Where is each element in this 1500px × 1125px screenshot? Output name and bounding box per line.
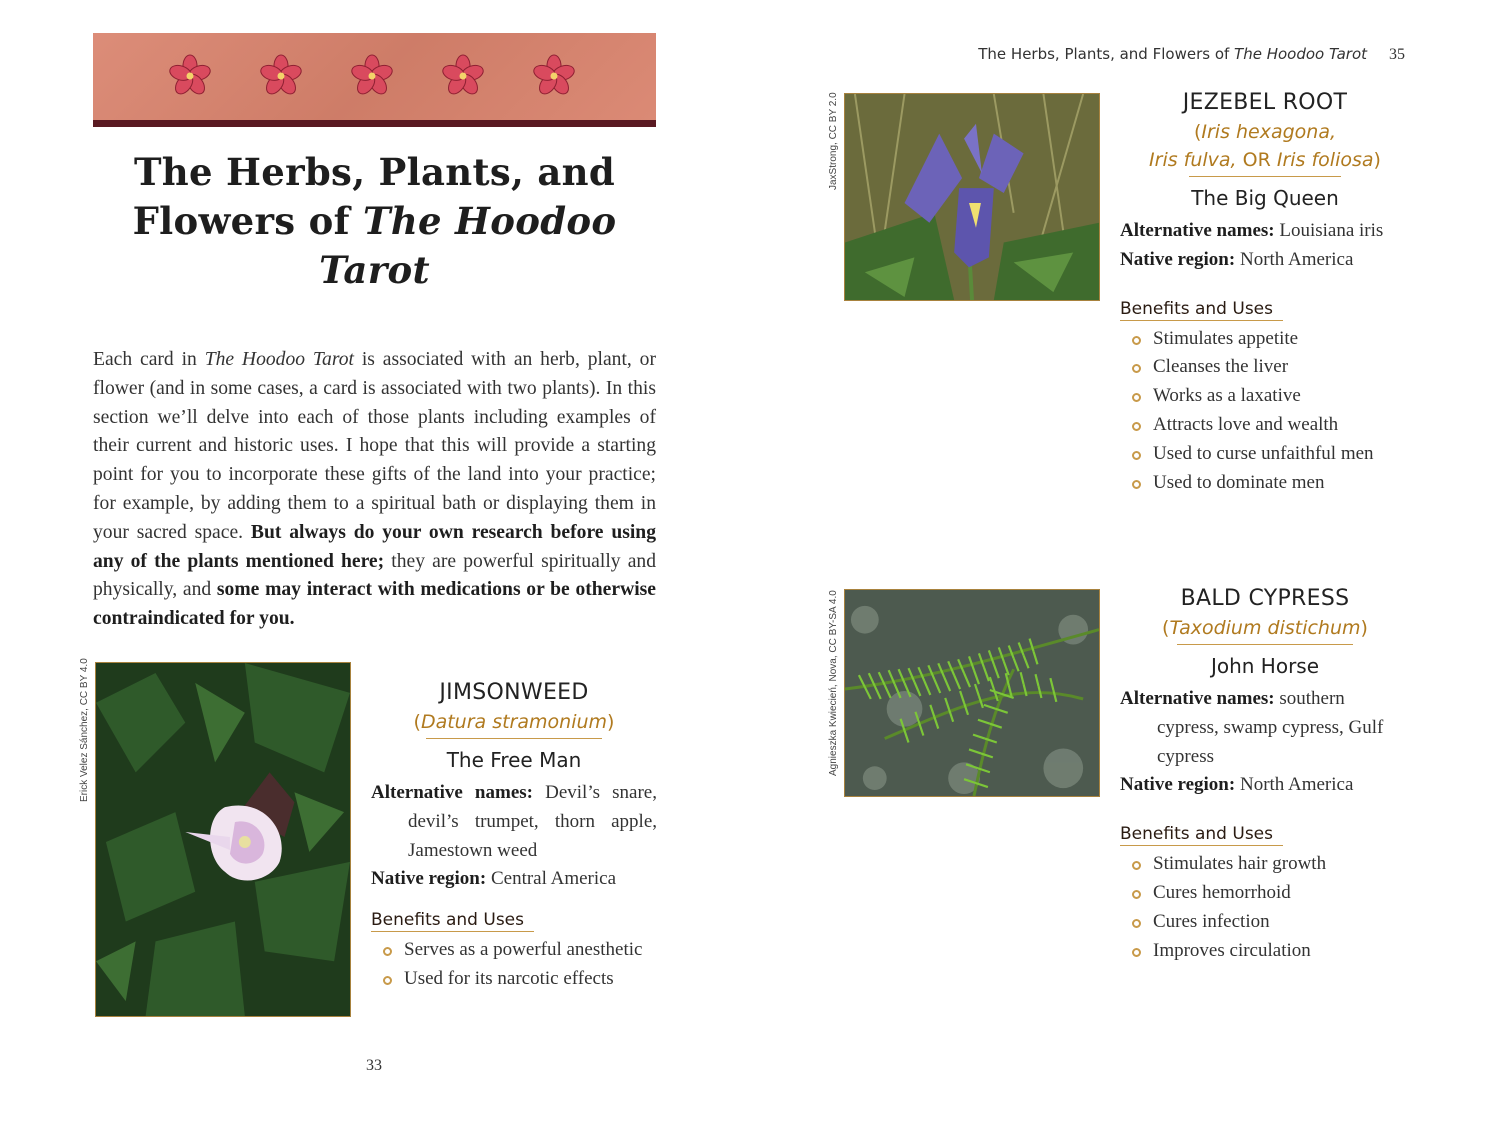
benefits-heading: Benefits and Uses — [1120, 824, 1283, 846]
benefit-text: Cleanses the liver — [1153, 356, 1289, 378]
paren: ) — [1360, 617, 1368, 639]
flower-icon — [167, 51, 213, 101]
list-item — [1120, 325, 1410, 354]
benefits-list — [1120, 325, 1410, 498]
alternative-names — [1120, 685, 1410, 771]
bullet-icon — [383, 947, 392, 956]
intro-book-title: The Hoodoo Tarot — [204, 349, 354, 370]
divider — [1177, 644, 1353, 645]
meta-label: Alternative names: — [371, 782, 533, 803]
latin-text: Iris foliosa — [1276, 149, 1374, 171]
list-item — [1120, 353, 1410, 382]
list-item — [1120, 411, 1410, 440]
photo-credit: JaxStrong, CC BY 2.0 — [828, 92, 839, 190]
jimsonweed-photo — [95, 662, 351, 1017]
plant-name: JIMSONWEED — [439, 680, 589, 705]
intro-warning: But always do your own research before using any of the plants mentioned here; — [93, 521, 656, 572]
bald-cypress-entry — [1120, 584, 1410, 965]
latin-text: Datura stramonium — [420, 711, 608, 733]
latin-text: Taxodium distichum — [1169, 617, 1361, 639]
decorative-banner — [93, 33, 656, 127]
benefits-heading: Benefits and Uses — [371, 910, 534, 932]
benefit-text: Attracts love and wealth — [1153, 413, 1339, 435]
bullet-icon — [1132, 364, 1141, 373]
flower-icon — [258, 51, 304, 101]
plant-name: JEZEBEL ROOT — [1182, 90, 1348, 115]
latin-text: Iris fulva, — [1149, 149, 1237, 171]
meta-label: Native region: — [371, 868, 487, 890]
meta-value: Devil’s snare, devil’s trumpet, thorn apple, Jamestown weed — [408, 782, 657, 861]
list-item — [1120, 879, 1410, 908]
latin-name — [1120, 118, 1410, 146]
photo-credit: Agnieszka Kwiecień, Nova, CC BY-SA 4.0 — [828, 590, 839, 776]
intro-warning: some may interact with medications or be otherwise contraindicated for you. — [93, 579, 656, 630]
latin-name-line2 — [1120, 146, 1410, 174]
intro-text: is associated with an herb, plant, or flower (and in some cases, a card is associated with two plants). In this section we’ll delve into each of those plants including examples of their current and historic uses. I hope that this will provide a starting point for you to incorporate these gifts of the land into your practice; for example, by adding them to a spiritual bath or displaying them in your sacred space. — [93, 349, 656, 543]
native-region — [1120, 246, 1410, 275]
benefits-heading: Benefits and Uses — [1120, 299, 1283, 321]
list-item — [371, 965, 657, 994]
paren: ( — [1162, 617, 1170, 639]
benefit-text: Cures infection — [1153, 910, 1270, 932]
chapter-title — [93, 148, 656, 295]
running-head — [978, 45, 1405, 64]
meta-value: Louisiana iris — [1274, 220, 1384, 241]
benefit-text: Serves as a powerful anesthetic — [404, 939, 643, 961]
card-name: John Horse — [1210, 654, 1320, 678]
native-region — [371, 865, 657, 894]
benefit-text: Works as a laxative — [1153, 385, 1301, 407]
bullet-icon — [1132, 480, 1141, 489]
meta-label: Alternative names: — [1120, 220, 1275, 241]
jimsonweed-entry — [371, 678, 657, 994]
meta-label: Native region: — [1120, 248, 1236, 270]
banner-strip — [93, 120, 656, 127]
bullet-icon — [1132, 890, 1141, 899]
chapter-title-book: The Hoodoo Tarot — [319, 199, 617, 292]
intro-text: Each card in — [93, 349, 205, 370]
benefit-text: Used to dominate men — [1153, 471, 1325, 493]
page-number: 35 — [1389, 46, 1405, 63]
card-name: The Big Queen — [1191, 186, 1339, 210]
benefit-text: Improves circulation — [1153, 939, 1311, 961]
benefit-text: Stimulates appetite — [1153, 327, 1299, 349]
bullet-icon — [383, 976, 392, 985]
meta-value: North America — [1235, 248, 1354, 270]
benefit-text: Cures hemorrhoid — [1153, 881, 1291, 903]
list-item — [1120, 469, 1410, 498]
benefits-list — [1120, 850, 1410, 965]
divider — [1189, 176, 1341, 177]
meta-label: Alternative names: — [1120, 688, 1275, 709]
meta-value: Central America — [486, 868, 616, 890]
benefit-text: Used for its narcotic effects — [404, 967, 614, 989]
latin-name — [371, 708, 657, 736]
divider — [426, 738, 602, 739]
list-item — [1120, 937, 1410, 966]
plant-name: BALD CYPRESS — [1180, 586, 1350, 611]
benefits-list — [371, 936, 657, 994]
paren: ( — [413, 711, 421, 733]
running-head-text: The Herbs, Plants, and Flowers of — [978, 45, 1235, 63]
bullet-icon — [1132, 393, 1141, 402]
bullet-icon — [1132, 422, 1141, 431]
paren: ) — [607, 711, 615, 733]
benefit-text: Used to curse unfaithful men — [1153, 442, 1374, 464]
paren: ( — [1193, 121, 1202, 143]
chapter-title-line1: The Herbs, Plants, and — [133, 150, 616, 194]
latin-name — [1120, 614, 1410, 642]
list-item — [1120, 382, 1410, 411]
intro-paragraph — [93, 346, 656, 634]
latin-or: OR — [1236, 149, 1277, 171]
photo-credit: Erick Velez Sánchez, CC BY 4.0 — [79, 658, 90, 802]
page-number: 33 — [366, 1057, 382, 1074]
chapter-title-line2: Flowers of — [132, 199, 363, 243]
alternative-names — [371, 779, 657, 865]
flower-icon — [531, 51, 577, 101]
meta-value: North America — [1235, 774, 1354, 796]
list-item — [1120, 850, 1410, 879]
jezebel-root-photo — [844, 93, 1100, 301]
card-name: The Free Man — [446, 748, 582, 772]
jezebel-root-entry — [1120, 88, 1410, 497]
intro-text: they are powerful spiritually and physically, and — [93, 550, 656, 601]
running-head-book: The Hoodoo Tarot — [1234, 45, 1367, 63]
flower-icon — [440, 51, 486, 101]
meta-value: southern cypress, swamp cypress, Gulf cypress — [1157, 688, 1384, 767]
native-region — [1120, 771, 1410, 800]
bald-cypress-photo — [844, 589, 1100, 797]
latin-text: Iris hexagona, — [1201, 121, 1337, 143]
list-item — [1120, 440, 1410, 469]
flower-icon — [349, 51, 395, 101]
paren: ) — [1373, 149, 1381, 171]
bullet-icon — [1132, 919, 1141, 928]
alternative-names — [1120, 217, 1410, 246]
bullet-icon — [1132, 861, 1141, 870]
right-page — [750, 0, 1500, 1125]
bullet-icon — [1132, 336, 1141, 345]
bullet-icon — [1132, 451, 1141, 460]
list-item — [1120, 908, 1410, 937]
list-item — [371, 936, 657, 965]
meta-label: Native region: — [1120, 774, 1236, 796]
benefit-text: Stimulates hair growth — [1153, 853, 1327, 875]
bullet-icon — [1132, 948, 1141, 957]
